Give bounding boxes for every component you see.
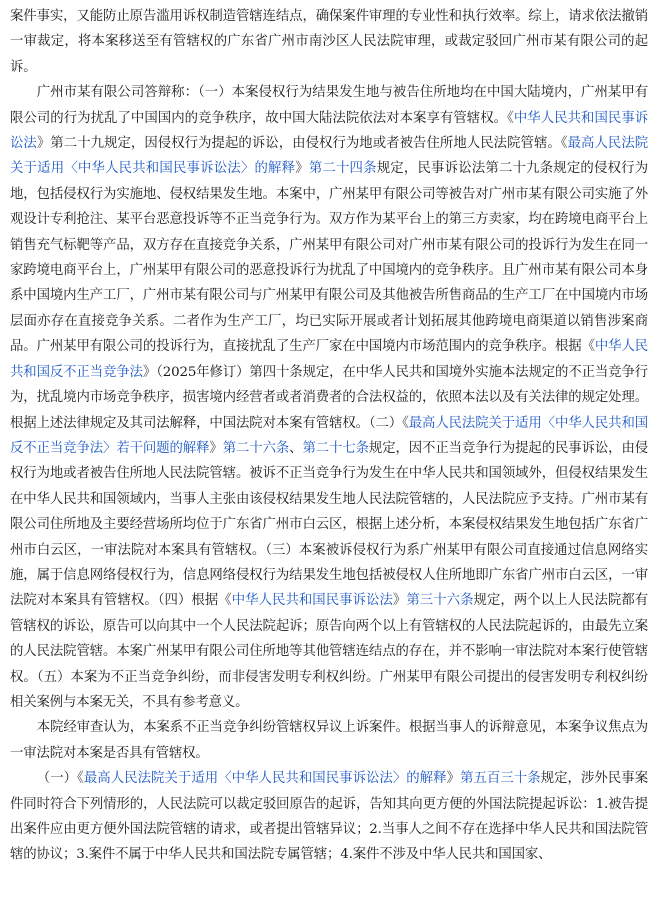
text-run: 规定，因不正当竞争行为提起的民事诉讼，由侵权行为地或者被告住所地人民法院管辖。被诉不正当竞争行为发生在中华人民共和国领域外，但侵权结果发生在中华人民共和国领域内，当事人主张由该侵权结果发生地人民法院管辖的，人民法院应予支持。广州市某有限公司住所地及主要经营场所均位于广东省广州市白云区，根据上述分析，本案侵权结果发生地包括广东省广州市白云区，一审法院对本案具有管辖权。（三）本案被诉侵权行为系广州某甲有限公司直接通过信息网络实施，属于信息网络侵权行为，信息网络侵权行为结果发生地包括被侵权人住所地即广东省广州市白云区，一审法院对本案具有管辖权。（四）根据《 <box>10 440 649 609</box>
article-link-26[interactable]: 第二十六条 <box>222 440 290 456</box>
text-run: 、 <box>289 440 303 456</box>
text-run: 规定，涉外民事案件同时符合下列情形的，人民法院可以裁定驳回原告的起诉，告知其向更方便的外国法院提起诉讼：1.被告提出案件应由更方便外国法院管辖的请求，或者提出管辖异议；2.当事人之间不存在选择中华人民共和国法院管辖的协议；3.案件不属于中华人民共和国法院专属管辖；4.案件不涉及中华人民共和国国家、 <box>10 771 648 863</box>
text-run: 》（2025年修订）第四十条规定，在中华人民共和国境外实施本法规定的不正当竞争行为，扰乱境内市场竞争秩序，损害境内经营者或者消费者的合法权益的，依照本法以及有关法律的规定处理。根据上述法律规定及其司法解释，中国法院对本案有管辖权。（二）《 <box>10 364 648 431</box>
article-link-530[interactable]: 第五百三十条 <box>460 771 541 787</box>
law-link-civil-procedure-interpretation[interactable]: 最高人民法院关于适用〈中华人民共和国民事诉讼法〉的解释 <box>10 136 648 177</box>
text-run: 规定，民事诉讼法第二十九条规定的侵权行为地，包括侵权行为实施地、侵权结果发生地。本案中，广州某甲有限公司等被告对广州市某有限公司实施了外观设计专利抢注、某平台恶意投诉等不正当竞争行为。双方作为某平台上的第三方卖家，均在跨境电商平台上销售充气标靶等产品，双方存在直接竞争关系，广州某甲有限公司对广州市某有限公司的投诉行为发生在同一家跨境电商平台上，广州某甲有限公司的恶意投诉行为扰乱了中国境内的竞争秩序。且广州市某有限公司本身系中国境内生产工厂，广州市某有限公司与广州某甲有限公司及其他被告所售商品的生产工厂在中国境内市场层面亦存在直接竞争关系。二者作为生产工厂，均已实际开展或者计划拓展其他跨境电商渠道以销售涉案商品。广州某甲有限公司的投诉行为，直接扰乱了生产厂家在中国境内市场范围内的竞争秩序。根据《 <box>10 161 649 355</box>
paragraph-analysis-1 <box>10 766 648 868</box>
law-link-anti-unfair-competition-interpretation[interactable]: 最高人民法院关于适用〈中华人民共和国反不正当竞争法〉若干问题的解释 <box>10 415 648 456</box>
law-link-civil-procedure-law-2[interactable]: 中华人民共和国民事诉讼法 <box>231 593 393 609</box>
law-link-civil-procedure-law[interactable]: 中华人民共和国民事诉讼法 <box>10 110 648 152</box>
paragraph-court-finding <box>10 715 648 766</box>
text-run: 规定，两个以上人民法院都有管辖权的诉讼，原告可以向其中一个人民法院起诉；原告向两个以上有管辖权的人民法院起诉的，由最先立案的人民法院管辖。本案广州某甲有限公司住所地等其他管辖连结点的存在，并不影响一审法院对本案行使管辖权。（五）本案为不正当竞争纠纷，而非侵害发明专利权纠纷。广州某甲有限公司提出的侵害发明专利权纠纷相关案例与本案无关，不具有参考意义。 <box>10 593 649 710</box>
text-run: 案件事实，又能防止原告滥用诉权制造管辖连结点，确保案件审理的专业性和执行效率。综上，请求依法撤销一审裁定，将本案移送至有管辖权的广东省广州市南沙区人民法院审理，或裁定驳回广州市某有限公司的起诉。 <box>10 9 648 75</box>
paragraph-appellant-conclusion <box>10 4 648 80</box>
text-run: 》第二十九规定，因侵权行为提起的诉讼，由侵权行为地或者被告住所地人民法院管辖。《 <box>36 136 568 152</box>
text-run: （一）《 <box>36 771 84 787</box>
text-run: 》 <box>446 771 461 787</box>
text-run: 广州市某有限公司答辩称：（一）本案侵权行为结果发生地与被告住所地均在中国大陆境内，广州某甲有限公司的行为扰乱了中国国内的竞争秩序，故中国大陆法院依法对本案享有管辖权。《 <box>10 85 648 126</box>
text-run: 本院经审查认为，本案系不正当竞争纠纷管辖权异议上诉案件。根据当事人的诉辩意见，本案争议焦点为一审法院对本案是否具有管辖权。 <box>10 720 648 761</box>
article-link-36[interactable]: 第三十六条 <box>406 593 474 609</box>
text-run: 》 <box>392 593 407 609</box>
text-run: 》 <box>295 161 309 177</box>
paragraph-respondent-defense <box>10 80 648 715</box>
article-link-24[interactable]: 第二十四条 <box>308 161 377 177</box>
article-link-27[interactable]: 第二十七条 <box>302 440 369 456</box>
text-run: 》 <box>209 440 223 456</box>
law-link-anti-unfair-competition-law[interactable]: 中华人民共和国反不正当竞争法 <box>10 339 648 380</box>
law-link-civil-procedure-interpretation-2[interactable]: 最高人民法院关于适用〈中华人民共和国民事诉讼法〉的解释 <box>83 771 447 787</box>
